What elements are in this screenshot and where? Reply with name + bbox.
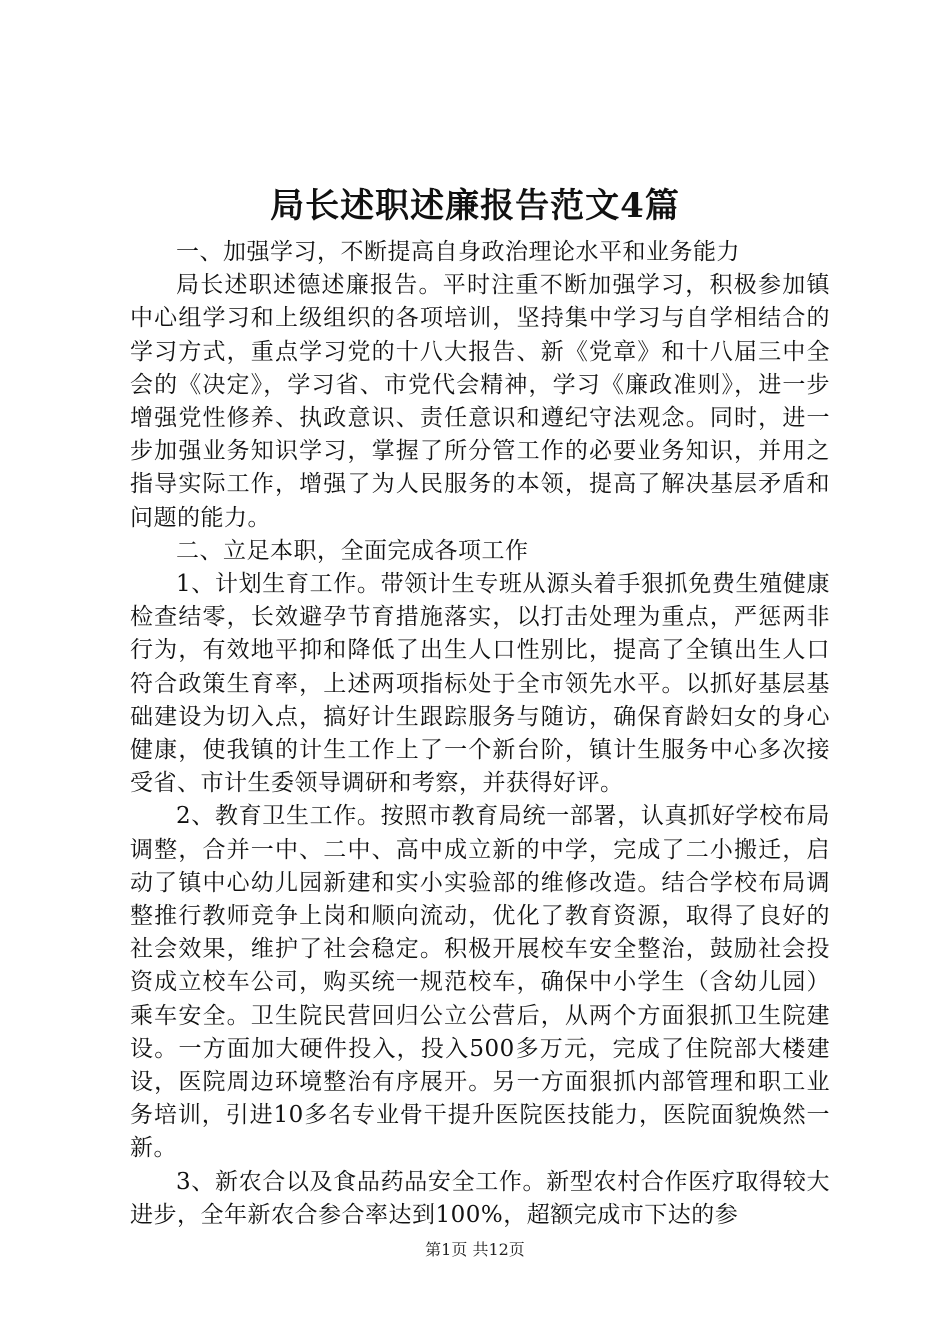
paragraph-education-health: 2、教育卫生工作。按照市教育局统一部署，认真抓好学校布局调整，合并一中、二中、高中成立新的中学，完成了二小搬迁，启动了镇中心幼儿园新建和实小实验部的维修改造。结合学校布局调整推行教师竞争上岗和顺向流动，优化了教育资源，取得了良好的社会效果，维护了社会稳定。积极开展校车安全整治，鼓励社会投资成立校车公司，购买统一规范校车，确保中小学生（含幼儿园）乘车安全。卫生院民营回归公立公营后，从两个方面狠抓卫生院建设。一方面加大硬件投入，投入500多万元，完成了住院部大楼建设，医院周边环境整治有序展开。另一方面狠抓内部管理和职工业务培训，引进10多名专业骨干提升医院医技能力，医院面貌焕然一新。 xyxy=(130,803,830,1162)
page-footer: 第1页 共12页 xyxy=(425,1240,525,1259)
paragraph-family-planning: 1、计划生育工作。带领计生专班从源头着手狠抓免费生殖健康检查结零，长效避孕节育措施落实，以打击处理为重点，严惩两非行为，有效地平抑和降低了出生人口性别比，提高了全镇出生人口符合政策生育率，上述两项指标处于全市领先水平。以抓好基层基础建设为切入点，搞好计生跟踪服务与随访，确保育龄妇女的身心健康，使我镇的计生工作上了一个新台阶，镇计生服务中心多次接受省、市计生委领导调研和考察，并获得好评。 xyxy=(130,571,830,797)
document-body xyxy=(130,236,830,1232)
section-heading-1: 一、加强学习，不断提高自身政治理论水平和业务能力 xyxy=(176,239,740,265)
paragraph-rural-medical: 3、新农合以及食品药品安全工作。新型农村合作医疗取得较大进步，全年新农合参合率达到100%，超额完成市下达的参 xyxy=(130,1168,830,1228)
document-title: 局长述职述廉报告范文4篇 xyxy=(270,186,680,226)
paragraph-study: 局长述职述德述廉报告。平时注重不断加强学习，积极参加镇中心组学习和上级组织的各项培训，坚持集中学习与自学相结合的学习方式，重点学习党的十八大报告、新《党章》和十八届三中全会的《决定》，学习省、市党代会精神，学习《廉政准则》，进一步增强党性修养、执政意识、责任意识和遵纪守法观念。同时，进一步加强业务知识学习，掌握了所分管工作的必要业务知识，并用之指导实际工作，增强了为人民服务的本领，提高了解决基层矛盾和问题的能力。 xyxy=(130,272,830,531)
section-heading-2: 二、立足本职，全面完成各项工作 xyxy=(176,537,529,564)
